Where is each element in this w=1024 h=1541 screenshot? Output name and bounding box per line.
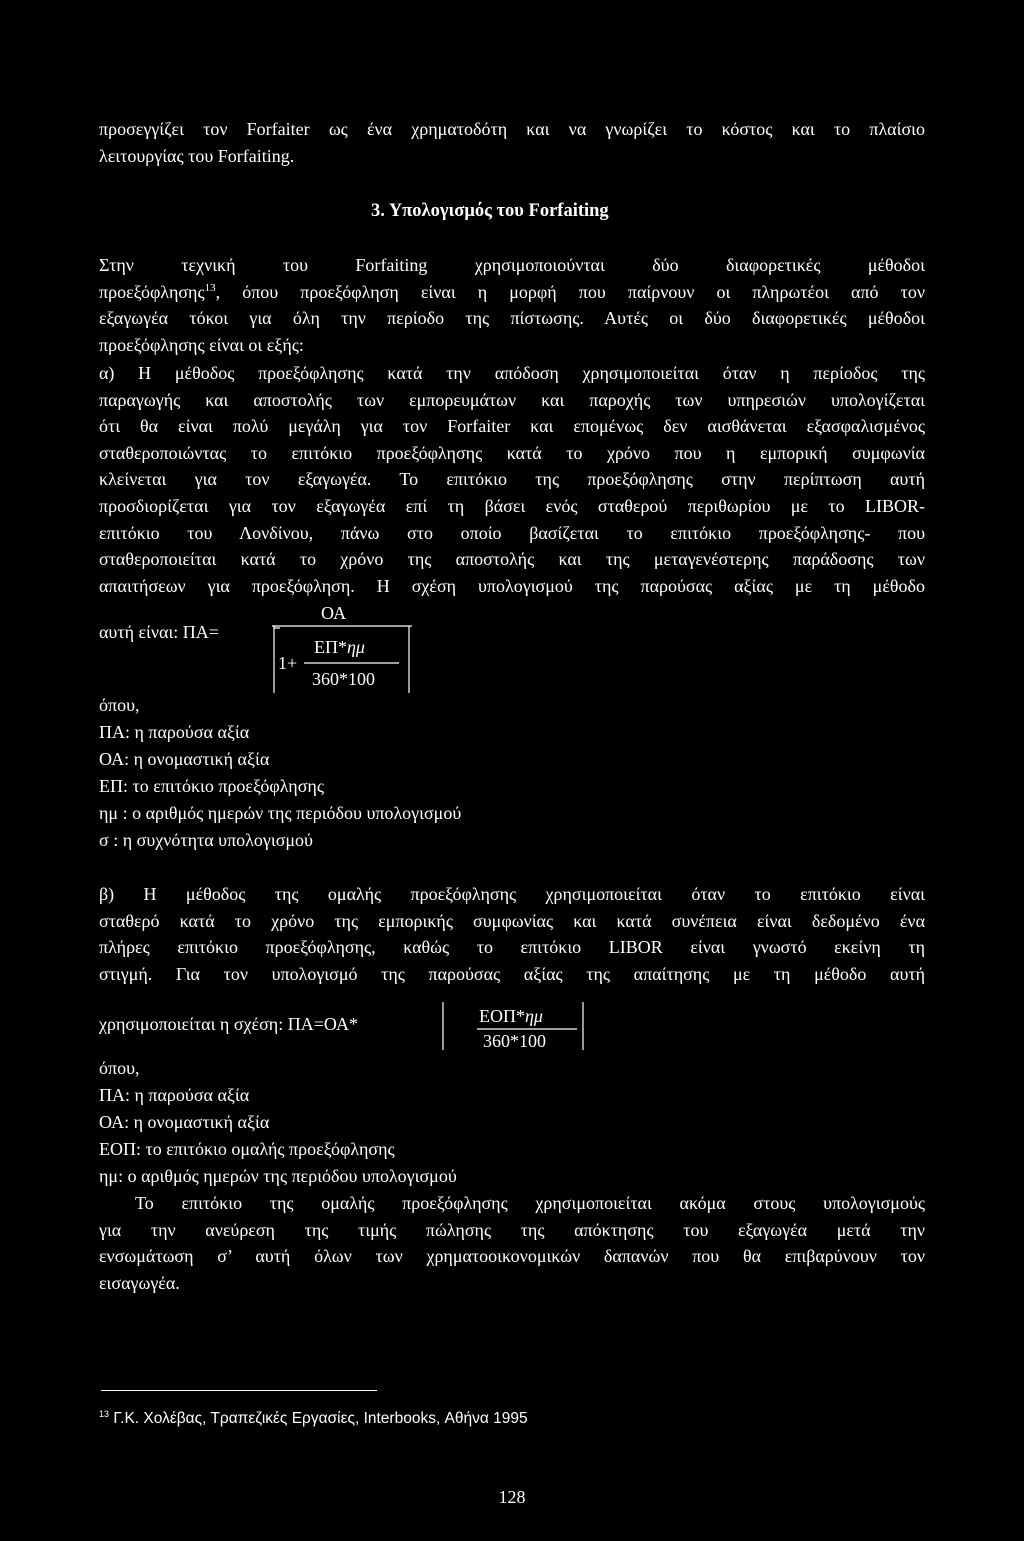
text-line: προσδιορίζεται για τον εξαγωγέα επί τη βάσει ενός σταθερού περιθωρίου με το LIBOR-	[99, 495, 925, 516]
footnote	[99, 1406, 528, 1433]
text-line: στιγμή. Για τον υπολογισμό της παρούσας αξίας της απαίτησης με τη μέθοδο αυτή	[99, 963, 925, 984]
definition-line: ΟΑ: η ονομαστική αξία	[99, 749, 270, 769]
footnote-mark: 13	[99, 1409, 110, 1419]
definition-line: ημ : ο αριθμός ημερών της περιόδου υπολογισμού	[99, 803, 462, 823]
paragraph-methods	[99, 252, 925, 358]
formula-days: ημ	[347, 637, 365, 657]
definition-line: ημ: ο αριθμός ημερών της περιόδου υπολογισμού	[99, 1166, 457, 1186]
text-line	[99, 279, 925, 306]
formula-present-value-a	[99, 601, 439, 701]
formula-numerator	[479, 1006, 543, 1026]
definition-line: ΕΠ: το επιτόκιο προεξόφλησης	[99, 776, 324, 796]
page-number: 128	[498, 1487, 526, 1507]
footnote-ref: 13	[204, 281, 216, 294]
definition-line: ΟΑ: η ονομαστική αξία	[99, 1112, 270, 1132]
formula-lead: αυτή είναι: ΠΑ=	[99, 622, 219, 642]
text-fragment: , όπου προεξόφληση είναι η μορφή που παίρνουν οι πληρωτέοι από τον	[215, 281, 925, 302]
intro-paragraph	[99, 116, 925, 169]
text-line: σταθερό κατά το χρόνο της εμπορικής συμφωνίας και κατά συνέπεια είναι δεδομένο ένα	[99, 910, 925, 931]
text-line: σταθεροποιείται κατά το χρόνο της αποστολής και της μεταγενέστερης παράδοσης των	[99, 549, 925, 570]
text-line: α) Η μέθοδος προεξόφλησης κατά την απόδοση χρησιμοποιείται όταν η περίοδος της	[99, 363, 925, 383]
text-line: Στην τεχνική του Forfaiting χρησιμοποιούνται δύο διαφορετικές μέθοδοι	[99, 255, 925, 275]
text-line: λειτουργίας του Forfaiting.	[99, 145, 295, 166]
text-fragment: προεξόφλησης	[99, 281, 205, 302]
footnote-separator	[101, 1390, 377, 1391]
paragraph-final	[99, 1190, 925, 1296]
formula-present-value-b	[99, 1002, 599, 1052]
text-line: επιτόκιο του Λονδίνου, πάνω στο οποίο βασίζεται το επιτόκιο προεξόφλησης- που	[99, 522, 925, 543]
text-line: σταθεροποιώντας το επιτόκιο προεξόφλησης κατά το χρόνο που η εμπορική συμφωνία	[99, 442, 925, 463]
formula-numerator: ΟΑ	[321, 603, 347, 623]
text-line: εξαγωγέα τόκοι για όλη την περίοδο της πίστωσης. Αυτές οι δύο διαφορετικές μέθοδοι	[99, 308, 925, 329]
definition-line: ΠΑ: η παρούσα αξία	[99, 1085, 250, 1105]
definition-line: όπου,	[99, 695, 140, 715]
definition-line: όπου,	[99, 1058, 140, 1078]
definition-line: ΠΑ: η παρούσα αξία	[99, 722, 250, 742]
text-line: παραγωγής και αποστολής των εμπορευμάτων και παροχής των υπηρεσιών υπολογίζεται	[99, 389, 925, 410]
footnote-text: Γ.Κ. Χολέβας, Τραπεζικές Εργασίες, Interbooks, Αθήνα 1995	[109, 1410, 528, 1427]
text-line: Το επιτόκιο της ομαλής προεξόφλησης χρησιμοποιείται ακόμα στους υπολογισμούς	[135, 1193, 925, 1213]
paragraph-method-a	[99, 360, 925, 599]
text-line: εισαγωγέα.	[99, 1272, 180, 1293]
text-line: β) Η μέθοδος της ομαλής προεξόφλησης χρησιμοποιείται όταν το επιτόκιο είναι	[99, 884, 925, 904]
formula-ep: ΕΠ*	[314, 637, 347, 657]
formula-inner-numerator	[314, 637, 365, 657]
section-heading: 3. Υπολογισμός του Forfaiting	[371, 201, 609, 221]
text-line: ότι θα είναι πολύ μεγάλη για τον Forfaiter και επομένως δεν αισθάνεται εξασφαλισμένος	[99, 416, 925, 437]
formula-lead: χρησιμοποιείται η σχέση: ΠΑ=ΟΑ*	[99, 1014, 358, 1034]
text-line: πλήρες επιτόκιο προεξόφλησης, καθώς το επιτόκιο LIBOR είναι γνωστό εκείνη τη	[99, 937, 925, 958]
formula-one-plus: 1+	[278, 653, 298, 673]
formula-inner-denominator: 360*100	[312, 669, 375, 689]
text-line: προσεγγίζει τον Forfaiter ως ένα χρηματοδότη και να γνωρίζει το κόστος και το πλαίσιο	[99, 119, 925, 139]
formula-denominator: 360*100	[483, 1031, 546, 1051]
text-line: ενσωμάτωση σ’ αυτή όλων των χρηματοοικονομικών δαπανών που θα επιβαρύνουν τον	[99, 1246, 925, 1267]
definition-line: ΕΟΠ: το επιτόκιο ομαλής προεξόφλησης	[99, 1139, 395, 1159]
text-line: κλείνεται για τον εξαγωγέα. Το επιτόκιο της προεξόφλησης στην περίπτωση αυτή	[99, 469, 925, 490]
definition-line: σ : η συχνότητα υπολογισμού	[99, 830, 313, 850]
paragraph-method-b	[99, 881, 925, 987]
formula-eop: ΕΟΠ*	[479, 1006, 525, 1026]
text-line: προεξόφλησης είναι οι εξής:	[99, 334, 304, 355]
text-line: για την ανεύρεση της τιμής πώλησης της απόκτησης του εξαγωγέα μετά την	[99, 1219, 925, 1240]
formula-days: ημ	[525, 1006, 543, 1026]
text-line: απαιτήσεων για προεξόφληση. Η σχέση υπολογισμού της παρούσας αξίας με τη μέθοδο	[99, 575, 925, 596]
